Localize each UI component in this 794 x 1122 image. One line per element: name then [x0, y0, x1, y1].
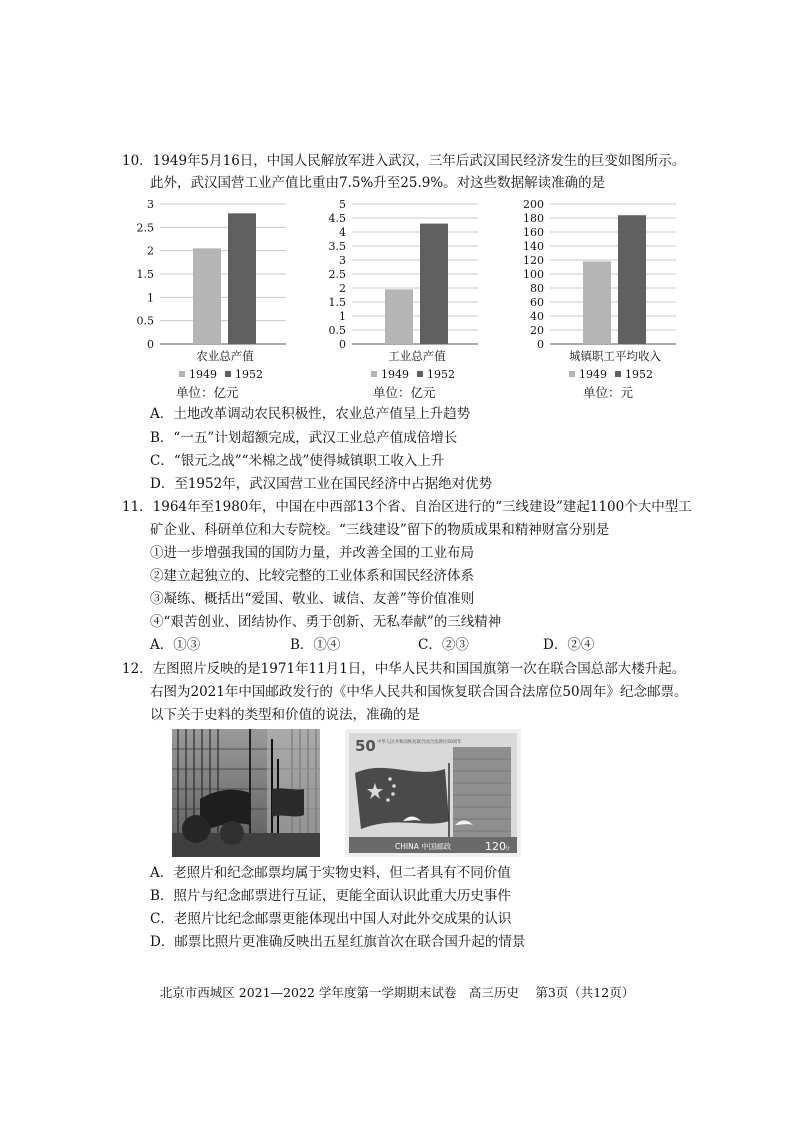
q12-option-a: A．老照片和纪念邮票均属于实物史料，但二者具有不同价值 — [150, 865, 511, 881]
historical-photo-image — [172, 729, 320, 857]
y-tick-label: 4 — [339, 226, 346, 239]
y-tick-label: 2.5 — [136, 221, 154, 235]
q11-option-a: A．①③ — [150, 637, 201, 653]
q11-item-3: ③凝练、概括出“爱国、敬业、诚信、友善”等价值准则 — [150, 591, 475, 607]
y-tick-label: 0 — [339, 338, 346, 351]
q10-option-c: C．“银元之战”“米棉之战”使得城镇职工收入上升 — [150, 453, 445, 469]
page-footer: 北京市西城区 2021—2022 学年度第一学期期末试卷 高三历史 第3页（共12页） — [159, 985, 635, 1000]
legend-label-1952: 1952 — [235, 368, 263, 381]
y-tick-label: 1.5 — [136, 268, 154, 281]
stamp-caption: 中华人民共和国恢复联合国合法席位50周年 — [377, 740, 462, 745]
bar-1949 — [583, 261, 611, 344]
x-category-label: 工业总产值 — [388, 349, 446, 363]
chart-industry-svg — [322, 198, 492, 398]
chart-agriculture-svg — [130, 198, 300, 398]
chart-agriculture — [130, 198, 300, 398]
stamp-image — [345, 729, 521, 857]
q12-option-b: B．照片与纪念邮票进行互证，更能全面认识此重大历史事件 — [150, 888, 511, 904]
y-tick-label: 80 — [530, 282, 544, 295]
q11-item-2: ②建立起独立的、比较完整的工业体系和国民经济体系 — [150, 568, 474, 584]
legend-swatch-1949 — [569, 371, 575, 377]
legend-label-1952: 1952 — [427, 368, 455, 381]
y-tick-label: 140 — [523, 240, 544, 253]
y-tick-label: 160 — [523, 226, 544, 239]
stamp-brand: CHINA 中国邮政 — [395, 842, 452, 851]
chart-income-unit: 单位：元 — [583, 385, 634, 400]
q11-stem-line2: 矿企业、科研单位和大专院校。“三线建设”留下的物质成果和精神财富分别是 — [150, 522, 610, 538]
q11-option-c: C．②③ — [418, 637, 469, 653]
legend-swatch-1949 — [371, 371, 377, 377]
y-tick-label: 20 — [530, 324, 544, 337]
x-category-label: 农业总产值 — [196, 349, 254, 363]
y-tick-label: 0 — [147, 338, 154, 351]
stamp-value: 120 — [485, 840, 506, 853]
bar-1952 — [420, 224, 448, 344]
stamp-value-unit: 分 — [505, 846, 511, 852]
chart-agriculture-unit: 单位：亿元 — [176, 385, 239, 400]
y-tick-label: 2 — [339, 282, 346, 295]
chart-income-svg — [520, 198, 690, 398]
q12-option-c: C．老照片比纪念邮票更能体现出中国人对此外交成果的认识 — [150, 911, 512, 927]
bar-1952 — [228, 213, 256, 344]
y-tick-label: 1.5 — [328, 296, 346, 309]
commemorative-stamp — [345, 729, 521, 857]
y-tick-label: 4.5 — [328, 212, 346, 225]
legend-label-1952: 1952 — [625, 368, 653, 381]
historical-photo — [172, 729, 320, 857]
y-tick-label: 3 — [339, 254, 346, 267]
y-tick-label: 5 — [339, 198, 346, 211]
q11-item-4: ④“艰苦创业、团结协作、勇于创新、无私奉献”的三线精神 — [150, 614, 502, 630]
legend-swatch-1952 — [615, 371, 621, 377]
q10-option-d: D．至1952年，武汉国营工业在国民经济中占据绝对优势 — [150, 476, 493, 492]
y-tick-label: 3.5 — [328, 240, 346, 253]
q10-option-b: B．“一五”计划超额完成，武汉工业总产值成倍增长 — [150, 430, 458, 446]
y-tick-label: 40 — [530, 310, 544, 323]
y-tick-label: 0.5 — [328, 324, 346, 337]
y-tick-label: 2 — [147, 244, 154, 258]
q11-item-1: ①进一步增强我国的国防力量，并改善全国的工业布局 — [150, 545, 474, 561]
bar-1952 — [618, 215, 646, 344]
stamp-number: 50 — [355, 737, 376, 755]
y-tick-label: 0 — [537, 338, 544, 351]
bar-1949 — [385, 289, 413, 344]
q11-stem-line1: 11．1964年至1980年，中国在中西部13个省、自治区进行的“三线建设”建起1100个大中型工 — [122, 499, 692, 515]
legend-swatch-1949 — [179, 371, 185, 377]
legend-label-1949: 1949 — [579, 368, 607, 381]
chart-industry-unit: 单位：亿元 — [373, 385, 436, 400]
q11-option-b: B．①④ — [290, 637, 341, 653]
y-tick-label: 100 — [523, 268, 544, 281]
y-tick-label: 1 — [339, 310, 346, 323]
y-tick-label: 1 — [147, 291, 154, 305]
y-tick-label: 60 — [530, 296, 544, 309]
chart-income — [520, 198, 690, 398]
bar-1949 — [193, 248, 221, 344]
legend-swatch-1952 — [417, 371, 423, 377]
q12-stem-line3: 以下关于史料的类型和价值的说法，准确的是 — [150, 707, 420, 723]
q12-stem-line1: 12．左图照片反映的是1971年11月1日，中华人民共和国国旗第一次在联合国总部大楼升起。 — [122, 661, 686, 677]
y-tick-label: 200 — [523, 198, 544, 211]
q10-stem-line2: 此外，武汉国营工业产值比重由7.5%升至25.9%。对这些数据解读准确的是 — [150, 175, 606, 191]
q10-option-a: A．土地改革调动农民积极性，农业总产值呈上升趋势 — [150, 406, 471, 422]
legend-label-1949: 1949 — [189, 368, 217, 381]
y-tick-label: 120 — [523, 254, 544, 267]
q12-option-d: D．邮票比照片更准确反映出五星红旗首次在联合国升起的情景 — [150, 934, 526, 950]
y-tick-label: 2.5 — [328, 268, 346, 281]
y-tick-label: 180 — [523, 212, 544, 225]
x-category-label: 城镇职工平均收入 — [569, 349, 661, 363]
q11-option-d: D．②④ — [543, 637, 595, 653]
q10-stem-line1: 10．1949年5月16日，中国人民解放军进入武汉，三年后武汉国民经济发生的巨变如图所示。 — [122, 153, 686, 169]
chart-industry — [322, 198, 492, 398]
q12-stem-line2: 右图为2021年中国邮政发行的《中华人民共和国恢复联合国合法席位50周年》纪念邮票。 — [150, 684, 688, 700]
legend-swatch-1952 — [225, 371, 231, 377]
y-tick-label: 3 — [147, 198, 154, 211]
legend-label-1949: 1949 — [381, 368, 409, 381]
y-tick-label: 0.5 — [136, 314, 154, 328]
